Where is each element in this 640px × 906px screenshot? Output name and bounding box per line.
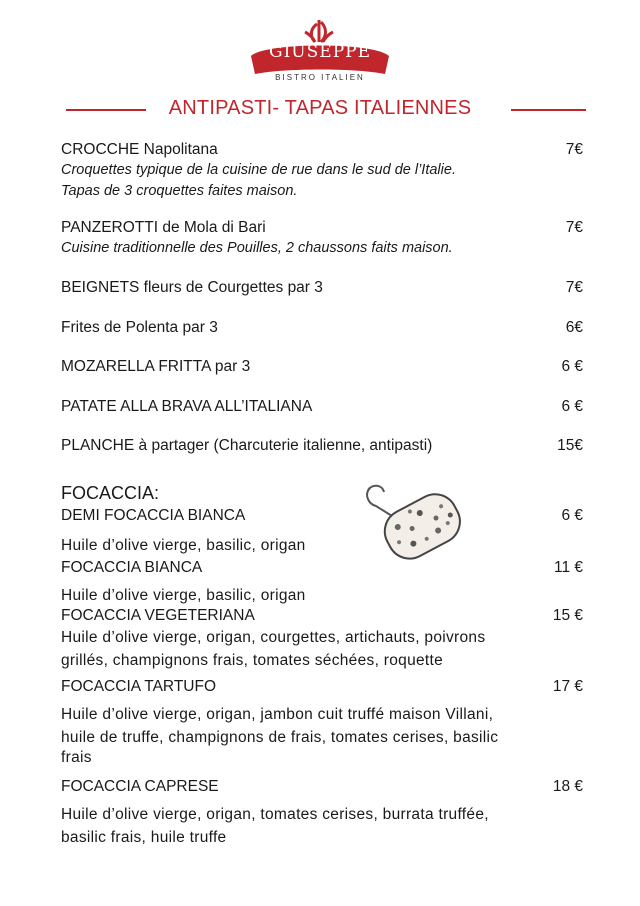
menu-item-demi-focaccia bbox=[61, 506, 583, 557]
item-name: PATATE ALLA BRAVA ALL’ITALIANA bbox=[61, 398, 313, 415]
item-price: 18 € bbox=[552, 778, 583, 795]
item-price: 6€ bbox=[565, 319, 583, 336]
item-desc: Huile d’olive vierge, origan, jambon cuit truffé maison Villani, bbox=[61, 706, 494, 723]
menu-item-panzerotti bbox=[61, 218, 583, 259]
item-desc: grillés, champignons frais, tomates séchées, roquette bbox=[61, 652, 444, 669]
item-name: MOZARELLA FRITTA par 3 bbox=[61, 358, 251, 375]
item-price: 11 € bbox=[553, 559, 583, 576]
item-name: DEMI FOCACCIA BIANCA bbox=[61, 507, 246, 524]
item-desc: Huile d’olive vierge, basilic, origan bbox=[61, 537, 306, 554]
menu-item-patate bbox=[61, 397, 583, 417]
item-desc: basilic frais, huile truffe bbox=[61, 829, 227, 846]
item-price: 7€ bbox=[565, 219, 583, 236]
item-desc: Huile d’olive vierge, origan, tomates cerises, burrata truffée, bbox=[61, 806, 489, 823]
menu-item-polenta bbox=[61, 318, 583, 338]
item-name: FOCACCIA BIANCA bbox=[61, 559, 203, 576]
focaccia-title: FOCACCIA: bbox=[61, 483, 160, 503]
menu-item-focaccia-caprese bbox=[61, 777, 583, 849]
item-price: 7€ bbox=[565, 279, 583, 296]
item-name: Frites de Polenta par 3 bbox=[61, 319, 218, 336]
item-desc: Croquettes typique de la cuisine de rue dans le sud de l’Italie. bbox=[61, 162, 456, 178]
item-desc: Tapas de 3 croquettes faites maison. bbox=[61, 183, 298, 199]
brand-name: GIUSEPPE bbox=[269, 42, 371, 62]
page-title: ANTIPASTI- TAPAS ITALIENNES bbox=[168, 97, 472, 119]
menu-item-focaccia-vegeteriana bbox=[61, 606, 583, 672]
item-name: CROCCHE Napolitana bbox=[61, 141, 218, 158]
menu-item-focaccia-tartufo bbox=[61, 677, 583, 767]
header-rule-right bbox=[511, 109, 586, 111]
item-desc: Cuisine traditionnelle des Pouilles, 2 chaussons faits maison. bbox=[61, 240, 453, 256]
item-price: 15 € bbox=[552, 607, 583, 624]
item-price: 6 € bbox=[561, 358, 583, 375]
item-price: 17 € bbox=[552, 678, 583, 695]
item-price: 15€ bbox=[557, 437, 583, 454]
item-price: 7€ bbox=[565, 141, 583, 158]
item-name: FOCACCIA CAPRESE bbox=[61, 778, 219, 795]
menu-item-croche bbox=[61, 140, 583, 202]
item-desc: Huile d’olive vierge, origan, courgettes, artichauts, poivrons bbox=[61, 629, 486, 646]
item-name: BEIGNETS fleurs de Courgettes par 3 bbox=[61, 279, 323, 296]
menu-item-focaccia-bianca bbox=[61, 558, 583, 607]
brand-subtitle: BISTRO ITALIEN bbox=[275, 73, 365, 82]
item-name: PANZEROTTI de Mola di Bari bbox=[61, 219, 266, 236]
menu-item-mozarella bbox=[61, 357, 583, 377]
item-name: FOCACCIA VEGETERIANA bbox=[61, 607, 255, 624]
section-header bbox=[0, 97, 640, 123]
item-name: PLANCHE à partager (Charcuterie italienne, antipasti) bbox=[61, 437, 433, 454]
item-price: 6 € bbox=[561, 398, 583, 415]
item-desc: huile de truffe, champignons de frais, tomates cerises, basilic bbox=[61, 729, 499, 746]
item-price: 6 € bbox=[561, 507, 583, 524]
item-desc: frais bbox=[61, 749, 92, 766]
item-desc: Huile d’olive vierge, basilic, origan bbox=[61, 587, 306, 604]
menu-item-beignets bbox=[61, 278, 583, 298]
item-name: FOCACCIA TARTUFO bbox=[61, 678, 217, 695]
menu-item-planche bbox=[61, 436, 583, 456]
